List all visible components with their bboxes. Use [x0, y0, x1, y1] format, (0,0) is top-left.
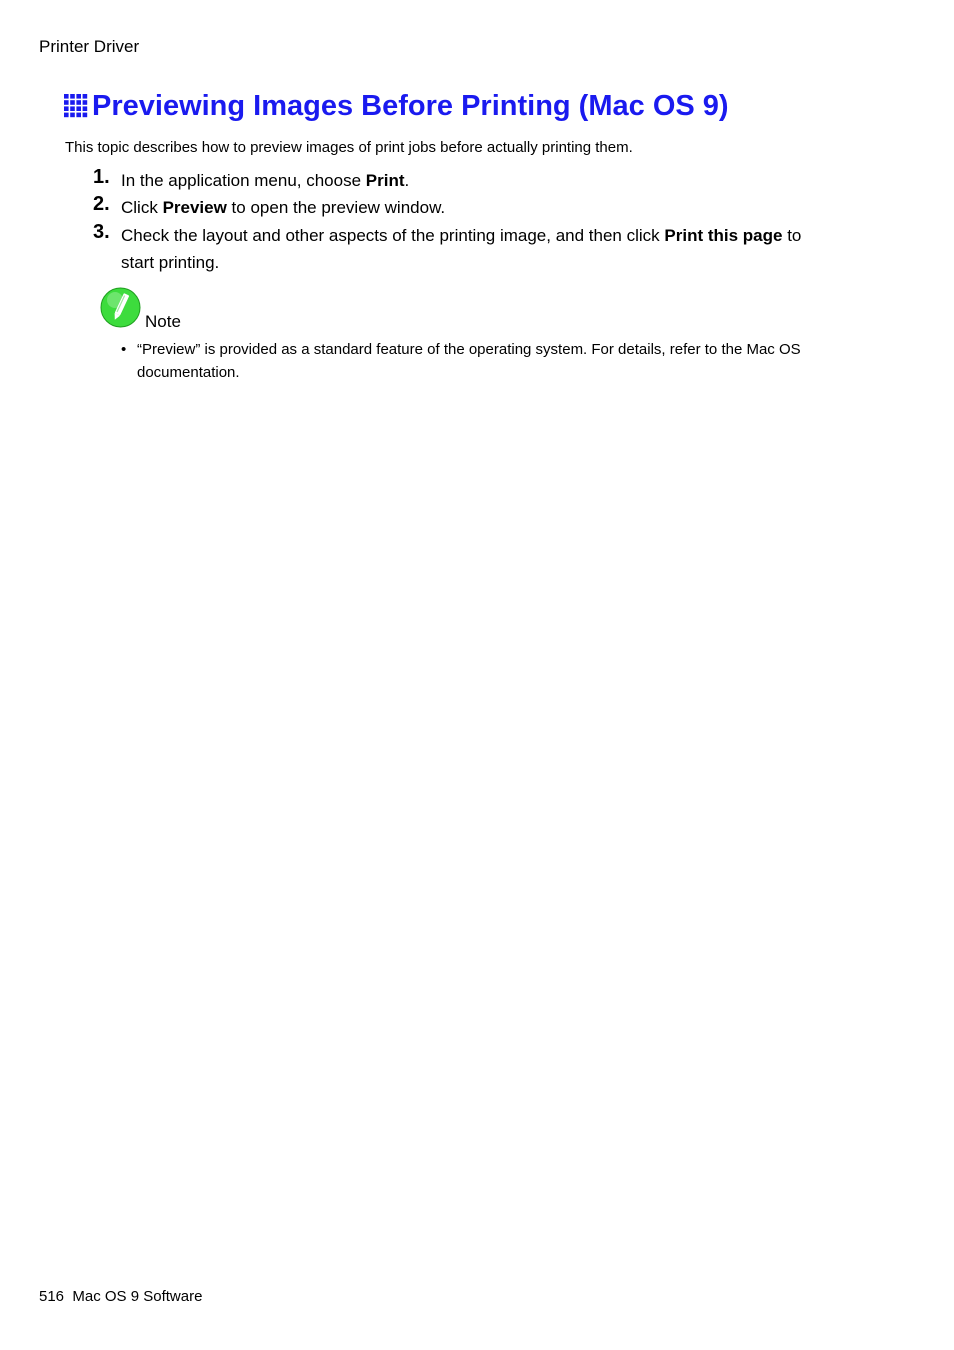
preview-button-name: Preview	[162, 198, 227, 217]
intro-paragraph: This topic describes how to preview images of print jobs before actually printing them.	[65, 139, 633, 156]
pencil-note-icon	[100, 287, 141, 328]
header-section-label: Printer Driver	[39, 37, 140, 56]
title-row	[64, 88, 729, 124]
step-number: 3.	[93, 221, 110, 243]
step-text: In the application menu, choose Print.	[121, 171, 410, 190]
footer	[39, 1287, 202, 1306]
page-title: Previewing Images Before Printing (Mac OS 9)	[92, 90, 729, 122]
step-text: Check the layout and other aspects of the printing image, and then click Print this page to start printing.	[121, 226, 802, 272]
step-number: 2.	[93, 193, 110, 215]
grid-icon	[64, 94, 88, 118]
note-label: Note	[145, 312, 181, 331]
page-number: 516	[39, 1288, 65, 1305]
menu-item-print: Print	[365, 171, 405, 190]
step-text: Click Preview to open the preview window.	[121, 198, 446, 217]
footer-section: Mac OS 9 Software	[72, 1288, 203, 1305]
note-bullet: •	[121, 341, 127, 358]
note-item: “Preview” is provided as a standard feature of the operating system. For details, refer to the Mac OS documentation.	[137, 341, 801, 381]
print-this-page-button-name: Print this page	[664, 226, 783, 245]
step-number: 1.	[93, 166, 110, 188]
